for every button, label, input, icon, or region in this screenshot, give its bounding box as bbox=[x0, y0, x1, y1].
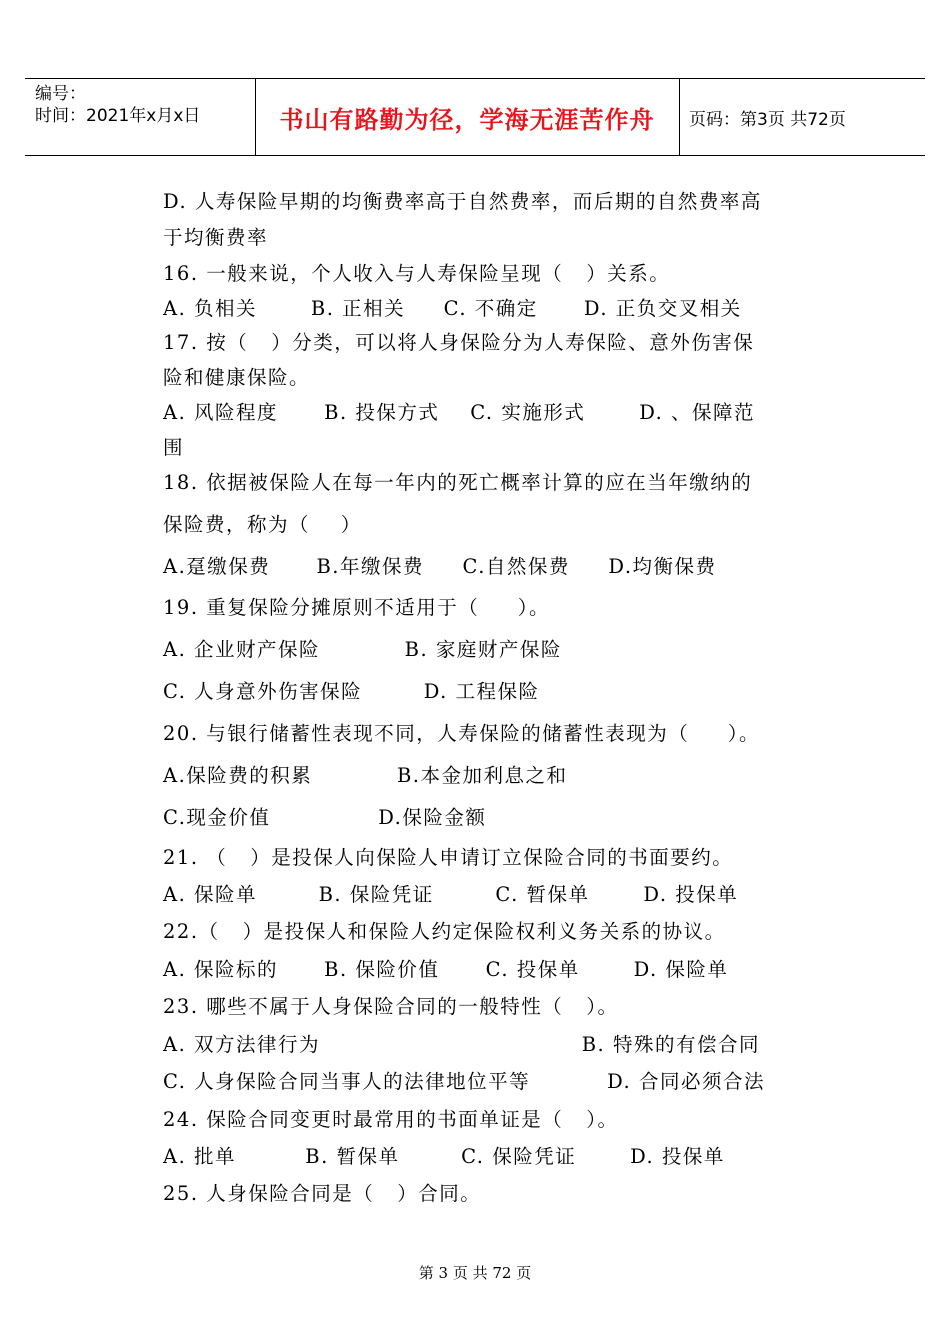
text-line: 17. 按（ ）分类，可以将人身保险分为人寿保险、意外伤害保 bbox=[163, 331, 755, 354]
text-line: A. 批单 B. 暂保单 C. 保险凭证 D. 投保单 bbox=[163, 1145, 725, 1168]
text-line: A. 保险单 B. 保险凭证 C. 暂保单 D. 投保单 bbox=[163, 883, 739, 906]
text-line: 于均衡费率 bbox=[163, 226, 269, 249]
text-line: D. 人寿保险早期的均衡费率高于自然费率，而后期的自然费率高 bbox=[163, 190, 762, 213]
header-motto: 书山有路勤为径，学海无涯苦作舟 bbox=[279, 105, 655, 134]
text-line: A. 企业财产保险 B. 家庭财产保险 bbox=[163, 638, 562, 661]
text-line: 18. 依据被保险人在每一年内的死亡概率计算的应在当年缴纳的 bbox=[163, 471, 753, 494]
page-header bbox=[25, 78, 925, 156]
text-line: A. 风险程度 B. 投保方式 C. 实施形式 D. 、保障范 bbox=[163, 401, 756, 424]
text-line: A.趸缴保费 B.年缴保费 C.自然保费 D.均衡保费 bbox=[163, 555, 717, 578]
document-time-label: 时间：2021年x月x日 bbox=[35, 106, 201, 126]
text-line: 23. 哪些不属于人身保险合同的一般特性（ ）。 bbox=[163, 995, 619, 1018]
text-line: 19. 重复保险分摊原则不适用于（ ）。 bbox=[163, 596, 550, 619]
text-line: 25. 人身保险合同是（ ）合同。 bbox=[163, 1182, 482, 1205]
text-line: 22.（ ）是投保人和保险人约定保险权利义务关系的协议。 bbox=[163, 920, 726, 943]
text-line: A. 双方法律行为 B. 特殊的有偿合同 bbox=[163, 1033, 760, 1056]
page-footer: 第 3 页 共 72 页 bbox=[418, 1264, 532, 1282]
header-meta bbox=[35, 83, 200, 127]
header-page-info: 页码：第3页 共72页 bbox=[689, 109, 846, 130]
document-number-label: 编号： bbox=[35, 84, 86, 104]
text-line: A.保险费的积累 B.本金加利息之和 bbox=[163, 764, 568, 787]
header-divider bbox=[679, 79, 680, 155]
text-line: 险和健康保险。 bbox=[163, 366, 311, 389]
text-line: A. 保险标的 B. 保险价值 C. 投保单 D. 保险单 bbox=[163, 958, 729, 981]
text-line: C.现金价值 D.保险金额 bbox=[163, 806, 487, 829]
text-line: 保险费，称为（ ） bbox=[163, 513, 362, 536]
text-line: 20. 与银行储蓄性表现不同，人寿保险的储蓄性表现为（ ）。 bbox=[163, 722, 760, 745]
text-line: 24. 保险合同变更时最常用的书面单证是（ ）。 bbox=[163, 1108, 619, 1131]
text-line: C. 人身意外伤害保险 D. 工程保险 bbox=[163, 680, 540, 703]
text-line: 围 bbox=[163, 436, 185, 459]
text-line: 16. 一般来说，个人收入与人寿保险呈现（ ）关系。 bbox=[163, 262, 671, 285]
text-line: A. 负相关 B. 正相关 C. 不确定 D. 正负交叉相关 bbox=[163, 297, 742, 320]
text-line: C. 人身保险合同当事人的法律地位平等 D. 合同必须合法 bbox=[163, 1070, 765, 1093]
text-line: 21. （ ）是投保人向保险人申请订立保险合同的书面要约。 bbox=[163, 846, 734, 869]
